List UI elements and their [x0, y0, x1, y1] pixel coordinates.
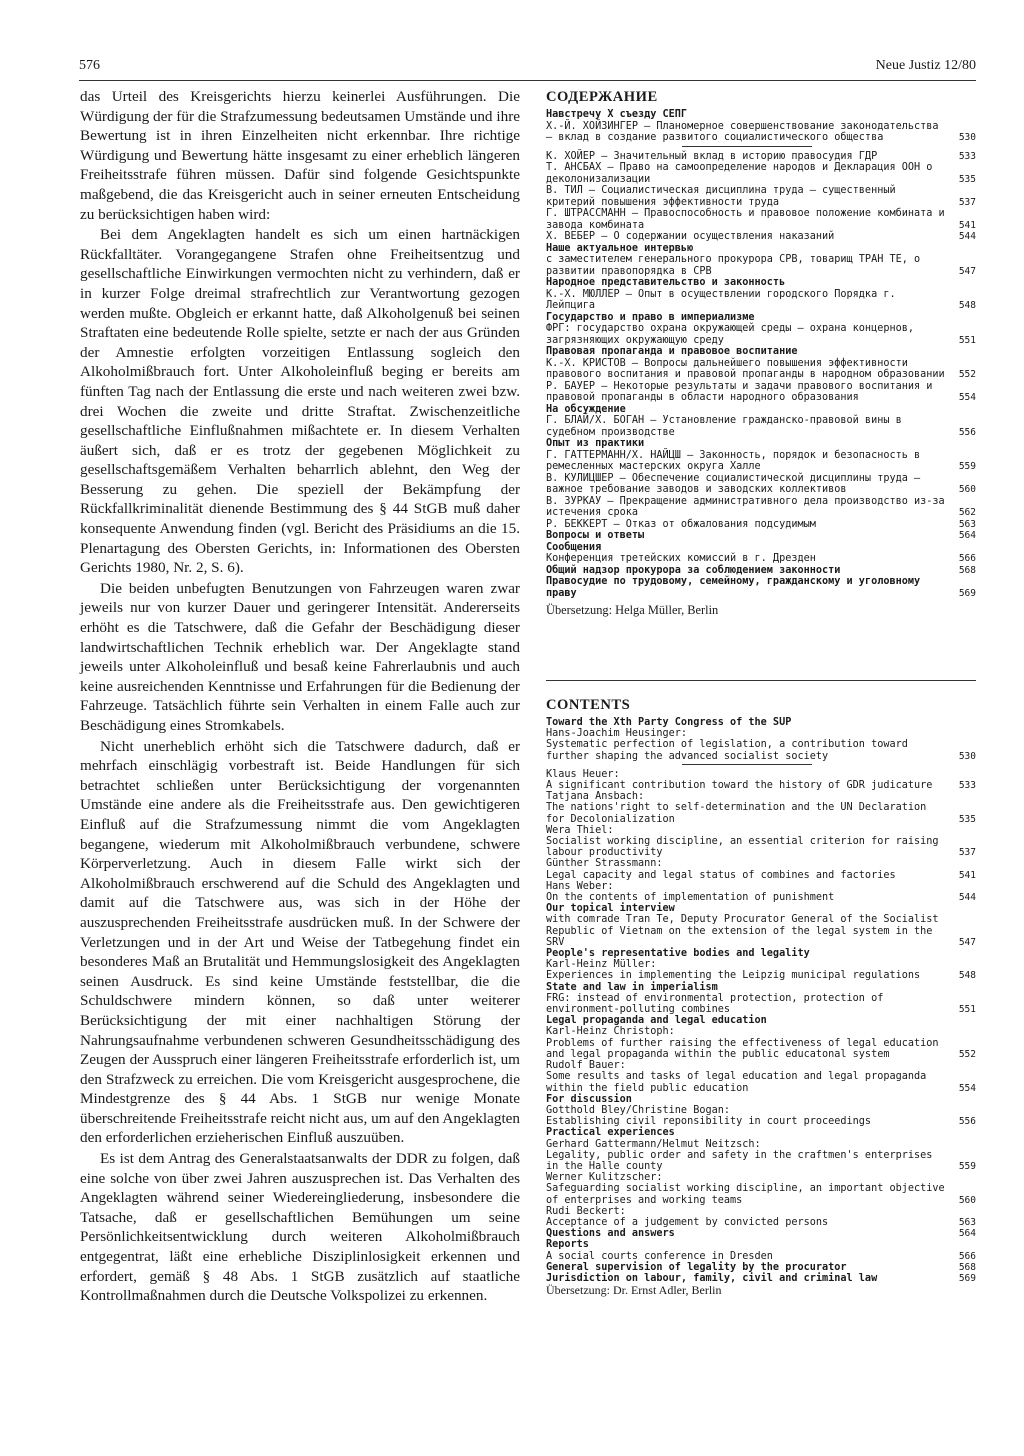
- toc-entry: [546, 358, 976, 381]
- toc-entry-text: К. ХОЙЕР — Значительный вклад в историю правосудия ГДР: [546, 150, 878, 162]
- toc-category: [546, 542, 976, 554]
- toc-entry: [546, 254, 976, 277]
- toc-page-number: 551: [958, 1004, 976, 1016]
- english-contents: [546, 696, 976, 1296]
- toc-entry-text: К.-Х. МЮЛЛЕР — Опыт в осуществлении городского Порядка г. Лейпцига: [546, 288, 896, 311]
- toc-page-number: 562: [958, 507, 976, 518]
- toc-entry: [546, 739, 976, 761]
- toc-entry-text: Р. БАУЕР — Некоторые результаты и задачи правового воспитания и правовой пропаганды в области народного образования: [546, 380, 933, 403]
- toc-entry: [546, 1116, 976, 1127]
- toc-page-number: 544: [958, 231, 976, 242]
- toc-entry-text: Т. АНСБАХ — Право на самоопределение народов и Декларация ООН о деколонизализации: [546, 162, 933, 185]
- toc-page-number: 547: [958, 265, 976, 277]
- toc-author: [546, 825, 976, 836]
- toc-entry-text: Х. ВЕБЕР — О содержании осуществления наказаний: [546, 231, 835, 242]
- toc-page-number: 563: [958, 518, 976, 530]
- toc-entry-text: К.-Х. КРИСТОВ — Вопросы дальнейшего повышения эффективности правового воспитания и правовой пропаганды в народном образовании: [546, 357, 945, 380]
- toc-page-number: 533: [958, 150, 976, 162]
- article-paragraph: Bei dem Angeklagten handelt es sich um einen hartnäckigen Rückfalltäter. Vorangegangene Strafen ohne Freiheitsentzug und gesellschaftliche Einwirkungen vermochten nicht zu verhindern, daß er in kurzer Folge dreimal strafrechtlich zur Verantwortung gezogen werden mußte. Obgleich er erkannt hatte, daß Alkoholgenuß bei seinen Straftaten eine bedeutende Rolle spielte, setzte er nach der aus Gründen der Amnestie erfolgten vorzeitigen Entlassung sogleich den Alkoholmißbrauch fort. Unter Alkoholeinfluß beging er bereits am fünften Tag nach der Entlassung die erste und nach weiteren zwei bzw. drei Wochen die zweite und dritte Straftat. Zwischenzeitliche gesellschaftliche Einflußnahmen mißachtete er. In diesem Verhalten äußert sich, daß er es trotz der gegebenen Möglichkeit zu gesellschaftsgemäßem Verhalten beharrlich ablehnt, den Weg der Besserung zu gehen. Die speziell der Bekämpfung der Rückfallkriminalität dienende Bestimmung des § 44 StGB muß daher konsequente Anwendung finden (vgl. Bericht des Präsidiums an die 15. Plenartagung des Obersten Gerichts, in: Informationen des Obersten Gerichts 1980, Nr. 2, S. 6).: [80, 226, 520, 577]
- toc-page-number: 564: [958, 530, 976, 541]
- toc-entry-text: Rudolf Bauer:: [546, 1060, 626, 1072]
- toc-entry-text: A social courts conference in Dresden: [546, 1250, 773, 1262]
- toc-author: [546, 1105, 976, 1116]
- toc-category: [546, 243, 976, 255]
- toc-entry-text: Tatjana Ansbach:: [546, 791, 645, 803]
- article-column: [80, 87, 520, 1306]
- toc-page-number: 537: [958, 847, 976, 859]
- toc-category: [546, 277, 976, 289]
- toc-category: [546, 346, 976, 358]
- toc-entry: [546, 1217, 976, 1228]
- toc-page-number: 552: [958, 1048, 976, 1060]
- toc-entry-text: People's representative bodies and legality: [546, 948, 810, 960]
- toc-category: [546, 948, 976, 959]
- toc-page-number: 537: [958, 196, 976, 208]
- russian-toc-title: СОДЕРЖАНИЕ: [546, 89, 658, 105]
- toc-page-number: 560: [958, 484, 976, 495]
- toc-entry-text: Х.-Й. ХОЙЗИНГЕР — Планомерное совершенствование законодательства — вклад в создание развитого социалистического общества: [546, 120, 939, 143]
- toc-entry-text: Г. ГАТТЕРМАНН/Х. НАЙЦШ — Законность, порядок и безопасность в ремесленных мастерских округа Халле: [546, 449, 921, 472]
- toc-page-number: 563: [958, 1216, 976, 1228]
- toc-page-number: 533: [958, 780, 976, 792]
- toc-entry: [546, 289, 976, 312]
- toc-entry-text: Конференция третейских комиссий в г. Дрезден: [546, 553, 816, 564]
- toc-page-number: 551: [958, 334, 976, 346]
- toc-page-number: 548: [958, 300, 976, 311]
- toc-category: [546, 982, 976, 993]
- toc-entry-text: ФРГ: государство охрана окружающей среды — охрана концернов, загрязняющих окружающую среду: [546, 323, 915, 346]
- toc-page-number: 530: [958, 132, 976, 143]
- toc-entry-text: Р. БЕККЕРТ — Отказ от обжалования подсудимым: [546, 518, 816, 530]
- section-separator: [546, 680, 976, 681]
- toc-entry-text: Wera Thiel:: [546, 824, 614, 836]
- toc-entry-text: Some results and tasks of legal education and legal propaganda within the field public education: [546, 1071, 927, 1094]
- toc-entry-text: Навстречу X съезду СЕПГ: [546, 109, 688, 120]
- toc-page-number: 541: [958, 869, 976, 881]
- toc-category: [546, 717, 976, 728]
- article-paragraph: Es ist dem Antrag des Generalstaatsanwalts der DDR zu folgen, daß eine solche von über zwei Jahren auszusprechen ist. Das Verhalten des Angeklagten während seiner Wiedereingliederung, insbesondere die Tatsache, daß er gesellschaftlichen Bemühungen um seine Persönlichkeitsentwicklung durch weiteren Alkoholmißbrauch entgegentrat, läßt eine erhebliche Disziplinlosigkeit erkennen und erfordert, gemäß § 48 Abs. 1 StGB zusätzlich auf staatliche Kontrollmaßnahmen durch die Deutsche Volkspolizei zu erkennen.: [80, 1150, 520, 1305]
- toc-page-number: 559: [958, 1160, 976, 1172]
- toc-entry: [546, 473, 976, 496]
- toc-entry: [546, 970, 976, 981]
- toc-entry-text: В. ЗУРКАУ — Прекращение административного дела производство из-за истечения срока: [546, 495, 945, 518]
- toc-entry-text: Systematic perfection of legislation, a contribution toward further shaping the advanced socialist society: [546, 739, 908, 762]
- toc-entry-text: Наше актуальное интервью: [546, 242, 694, 254]
- toc-entry-text: Klaus Heuer:: [546, 768, 620, 780]
- toc-entry: [546, 323, 976, 346]
- russian-toc-list: [546, 109, 976, 599]
- toc-entry-text: В. КУЛИЦШЕР — Обеспечение социалистической дисциплины труда — важное требование заводов и заводских коллективов: [546, 472, 921, 495]
- toc-entry: [546, 519, 976, 531]
- toc-page-number: 530: [958, 750, 976, 762]
- toc-author: [546, 1060, 976, 1071]
- toc-entry-text: Rudi Beckert:: [546, 1205, 626, 1217]
- toc-entry: [546, 836, 976, 858]
- toc-category: [546, 530, 976, 542]
- toc-page-number: 544: [958, 892, 976, 904]
- toc-entry-text: Legal propaganda and legal education: [546, 1015, 767, 1027]
- toc-entry-text: Toward the Xth Party Congress of the SUP: [546, 717, 792, 728]
- toc-entry-text: A significant contribution toward the history of GDR judicature: [546, 780, 933, 792]
- toc-category: [546, 903, 976, 914]
- english-contents-title: CONTENTS: [546, 697, 631, 713]
- toc-entry: [546, 553, 976, 565]
- toc-entry: [546, 231, 976, 243]
- toc-entry-text: General supervision of legality by the procurator: [546, 1261, 847, 1273]
- toc-entry-text: FRG: instead of environmental protection, protection of environment-polluting combines: [546, 992, 884, 1016]
- toc-category: [546, 1094, 976, 1105]
- toc-entry: [546, 208, 976, 231]
- toc-entry: [546, 151, 976, 163]
- toc-entry: [546, 1183, 976, 1205]
- toc-entry: [546, 381, 976, 404]
- toc-page-number: 554: [958, 1082, 976, 1094]
- article-paragraph: das Urteil des Kreisgerichts hierzu keinerlei Ausführungen. Die Würdigung der für die Strafzumessung bedeutsamen Umstände und ihre Bewertung ist in ihren Einzelheiten nicht erkennbar. Ihre richtige Würdigung und Bewertung hätte insgesamt zu einer erheblich längeren Freiheitsstrafe führen müssen. Dafür sind folgende Gesichtspunkte maßgebend, die das Kreisgericht auch in seiner erneuten Entscheidung zu berücksichtigen haben wird:: [80, 88, 520, 223]
- english-contents-list: [546, 717, 976, 1284]
- toc-entry-text: Вопросы и ответы: [546, 530, 645, 541]
- toc-entry-text: Questions and answers: [546, 1228, 675, 1240]
- toc-divider: [546, 764, 976, 765]
- toc-page-number: 559: [958, 461, 976, 472]
- toc-page-number: 556: [958, 1116, 976, 1128]
- toc-entry-text: Establishing civil reponsibility in court proceedings: [546, 1116, 872, 1128]
- toc-page-number: 568: [958, 1261, 976, 1273]
- toc-entry-text: Karl-Heinz Müller:: [546, 959, 657, 971]
- toc-page-number: 552: [958, 369, 976, 380]
- toc-author: [546, 1026, 976, 1037]
- toc-page-number: 569: [958, 1272, 976, 1284]
- toc-entry-text: Государство и право в империализме: [546, 311, 755, 323]
- toc-entry-text: На обсуждение: [546, 403, 626, 415]
- toc-entry-text: с заместителем генерального прокурора СРВ, товарищ ТРАН ТЕ, о развитии правопорядка в СРВ: [546, 254, 921, 277]
- toc-author: [546, 1139, 976, 1150]
- toc-entry-text: For discussion: [546, 1093, 632, 1105]
- toc-category: [546, 1228, 976, 1239]
- toc-entry: [546, 162, 976, 185]
- toc-entry: [546, 1071, 976, 1093]
- toc-entry: [546, 780, 976, 791]
- toc-page-number: 569: [958, 587, 976, 599]
- toc-category: [546, 438, 976, 450]
- toc-page-number: 560: [958, 1194, 976, 1206]
- toc-divider: [546, 146, 976, 147]
- toc-page-number: 535: [958, 173, 976, 185]
- toc-entry: [546, 914, 976, 948]
- toc-entry-text: Народное представительство и законность: [546, 277, 786, 288]
- toc-entry: [546, 450, 976, 473]
- toc-entry: [546, 802, 976, 824]
- toc-page-number: 535: [958, 813, 976, 825]
- english-translator: Übersetzung: Dr. Ernst Adler, Berlin: [546, 1283, 722, 1298]
- toc-entry: [546, 892, 976, 903]
- journal-title: Neue Justiz 12/80: [875, 58, 976, 73]
- toc-entry-text: Правовая пропаганда и правовое воспитание: [546, 346, 798, 357]
- toc-entry-text: Werner Kulitzscher:: [546, 1172, 663, 1184]
- toc-entry-text: with comrade Tran Te, Deputy Procurator General of the Socialist Republic of Vietnam on the extension of the legal system in the SRV: [546, 914, 939, 948]
- toc-page-number: 566: [958, 1250, 976, 1262]
- page-number: 576: [79, 58, 100, 73]
- toc-entry-text: Our topical interview: [546, 903, 675, 915]
- toc-author: [546, 858, 976, 869]
- page-header: [79, 58, 976, 78]
- toc-entry-text: Acceptance of a judgement by convicted persons: [546, 1216, 829, 1228]
- toc-entry: [546, 1251, 976, 1262]
- article-paragraph: Die beiden unbefugten Benutzungen von Fahrzeugen waren zwar jeweils nur von kurzer Dauer und geringerer Intensität. Andererseits erhöht es die Tatschwere, daß die Gefahr der Beschädigung dieser landwirtschaftlichen Technik erheblich war. Der Angeklagte stand jeweils unter Alkoholeinfluß und besaß keine Fahrerlaubnis und auch keine ausreichenden Kenntnisse und Erfahrungen für die Bedienung der Fahrzeuge. Tatsächlich führte sein Verhalten in einem Falle auch zur Beschädigung eines Stromkabels.: [80, 579, 520, 734]
- toc-entry-text: Hans Weber:: [546, 880, 614, 892]
- toc-page-number: 566: [958, 553, 976, 564]
- toc-entry-text: Hans-Joachim Heusinger:: [546, 728, 688, 740]
- article-paragraph: Nicht unerheblich erhöht sich die Tatschwere dadurch, daß er mehrfach einschlägig vorbestraft ist. Beide Handlungen für sich betrachtet schließen unter Berücksichtigung der vorgenannten Umstände eine andere als die Freiheitsstrafe aus. Den gewichtigeren Einfluß auf die Strafzumessung nimmt die vom Angeklagten begangene, wiederum mit Alkoholmißbrauch verbundene, schwere Körperverletzung. Auch in diesem Falle wirkt sich der Alkoholmißbrauch erschwerend auf die Schuld des Angeklagten und damit auf die Tatschwere aus, was sich in der Höhe der auszusprechenden Freiheitsstrafe ausdrücken muß. In der Schwere der Verletzungen und in der Art und Weise der Tatbegehung findet ein besonderes Maß an Brutalität und Hemmungslosigkeit des Angeklagten seinen Ausdruck. Es sind keine Umstände feststellbar, die die Schuldschwere mindern können, so daß unter weiterer Berücksichtigung der mit einer nachhaltigen Störung der Nahrungsaufnahme verbundenen schweren Gesundheitsschädigung des Zeugen der Ausspruch einer längeren Freiheitsstrafe erforderlich ist, um den Strafzweck zu erreichen. Die vom Kreisgericht ausgesprochene, die Mindestgrenze des § 44 Abs. 1 StGB nur wenige Monate überschreitende Freiheitsstrafe reicht nicht aus, um auf den Angeklagten den erforderlichen erzieherischen Einfluß auszuüben.: [80, 737, 520, 1147]
- toc-category: [546, 1262, 976, 1273]
- toc-entry: [546, 870, 976, 881]
- toc-entry-text: Gerhard Gattermann/Helmut Neitzsch:: [546, 1138, 761, 1150]
- toc-entry-text: Сообщения: [546, 541, 602, 553]
- toc-page-number: 564: [958, 1228, 976, 1240]
- toc-author: [546, 881, 976, 892]
- toc-entry-text: Practical experiences: [546, 1127, 675, 1139]
- toc-entry-text: State and law in imperialism: [546, 981, 718, 993]
- russian-translator: Übersetzung: Helga Müller, Berlin: [546, 603, 719, 617]
- toc-author: [546, 791, 976, 802]
- toc-category: [546, 565, 976, 577]
- toc-page-number: 554: [958, 392, 976, 403]
- toc-entry-text: Г. ШТРАССМАНН — Правоспособность и правовое положение комбината и завода комбината: [546, 208, 945, 231]
- toc-entry-text: Опыт из практики: [546, 438, 645, 449]
- toc-category: [546, 109, 976, 121]
- toc-page-number: 568: [958, 564, 976, 576]
- toc-author: [546, 769, 976, 780]
- toc-entry-text: Experiences in implementing the Leipzig municipal regulations: [546, 970, 921, 982]
- toc-entry: [546, 993, 976, 1015]
- toc-entry-text: Safeguarding socialist working discipline, an important objective of enterprises and working teams: [546, 1183, 945, 1206]
- toc-entry-text: Karl-Heinz Christoph:: [546, 1026, 675, 1038]
- toc-entry: [546, 1150, 976, 1172]
- toc-category: [546, 576, 976, 599]
- toc-entry: [546, 415, 976, 438]
- toc-entry-text: The nations'right to self-determination and the UN Declaration for Decolonialization: [546, 802, 927, 825]
- toc-category: [546, 1239, 976, 1250]
- toc-entry: [546, 1038, 976, 1060]
- toc-entry-text: Правосудие по трудовому, семейному, гражданскому и уголовному праву: [546, 576, 921, 599]
- toc-entry-text: В. ТИЛ — Социалистическая дисциплина труда — существенный критерий повышения эффективности труда: [546, 185, 896, 208]
- toc-page-number: 547: [958, 936, 976, 948]
- toc-entry: [546, 121, 976, 144]
- toc-author: [546, 1172, 976, 1183]
- toc-entry-text: Problems of further raising the effectiveness of legal education and legal propaganda within the public educatonal system: [546, 1037, 939, 1060]
- toc-author: [546, 1206, 976, 1217]
- toc-author: [546, 728, 976, 739]
- toc-entry-text: On the contents of implementation of punishment: [546, 892, 835, 904]
- toc-entry-text: Günther Strassmann:: [546, 858, 663, 870]
- toc-entry-text: Reports: [546, 1239, 589, 1251]
- toc-entry-text: Г. БЛАЙ/Х. БОГАН — Установление гражданско-правовой вины в судебном производстве: [546, 415, 902, 438]
- toc-entry-text: Socialist working discipline, an essential criterion for raising labour productivity: [546, 836, 939, 859]
- toc-page-number: 556: [958, 426, 976, 438]
- toc-category: [546, 1273, 976, 1284]
- toc-category: [546, 312, 976, 324]
- toc-entry-text: Legal capacity and legal status of combines and factories: [546, 869, 896, 881]
- toc-page-number: 541: [958, 219, 976, 231]
- toc-page-number: 548: [958, 970, 976, 982]
- toc-author: [546, 959, 976, 970]
- header-rule: [79, 80, 976, 81]
- toc-entry-text: Общий надзор прокурора за соблюдением законности: [546, 564, 841, 576]
- toc-category: [546, 404, 976, 416]
- russian-toc: [546, 88, 976, 617]
- toc-entry-text: Jurisdiction on labour, family, civil and criminal law: [546, 1272, 878, 1284]
- toc-category: [546, 1015, 976, 1026]
- toc-entry: [546, 185, 976, 208]
- toc-entry: [546, 496, 976, 519]
- toc-entry-text: Gotthold Bley/Christine Bogan:: [546, 1104, 731, 1116]
- toc-category: [546, 1127, 976, 1138]
- toc-entry-text: Legality, public order and safety in the craftmen's enterprises in the Halle county: [546, 1149, 933, 1172]
